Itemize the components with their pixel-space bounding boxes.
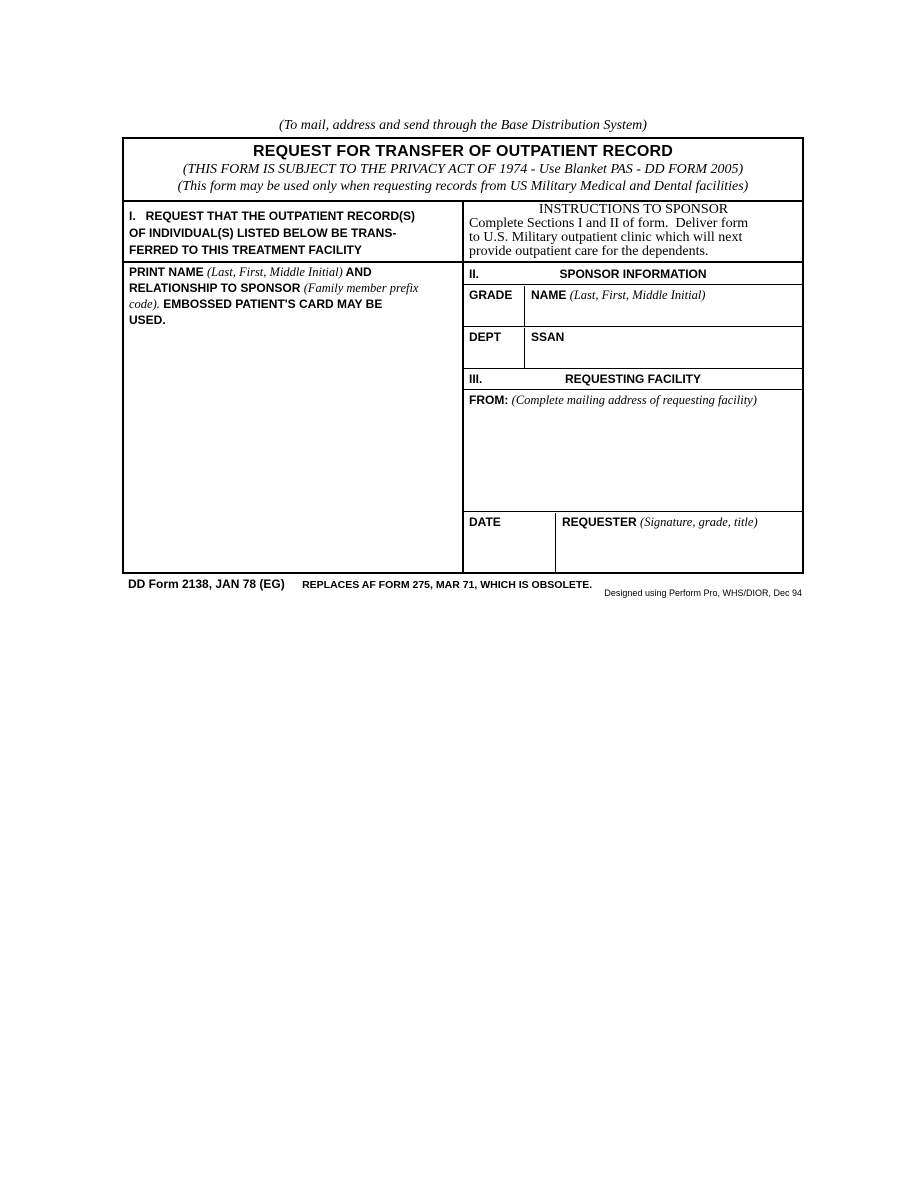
- dept-divider: [524, 328, 525, 368]
- dept-label: DEPT: [469, 330, 502, 344]
- instructions-line-2: to U.S. Military outpatient clinic which will next: [469, 230, 743, 245]
- print-name-and: AND: [345, 265, 372, 279]
- dept-ssan-row: [464, 328, 802, 369]
- relationship-hint-2: code).: [129, 297, 160, 311]
- requester-label: REQUESTER: [562, 515, 637, 529]
- date-divider: [555, 513, 556, 572]
- grade-field[interactable]: [469, 288, 512, 302]
- instructions-line-1: Complete Sections I and II of form. Deliver form: [469, 216, 749, 231]
- used-note: USED.: [129, 313, 166, 327]
- instructions-to-sponsor: [464, 202, 802, 263]
- section-1-request: [124, 202, 462, 263]
- from-hint: (Complete mailing address of requesting facility): [511, 393, 757, 407]
- embossed-card-note: EMBOSSED PATIENT'S CARD MAY BE: [163, 297, 383, 311]
- usage-note: (This form may be used only when requesting records from US Military Medical and Dental facilities): [177, 179, 749, 194]
- form-number: DD Form 2138, JAN 78 (EG): [128, 577, 285, 591]
- sponsor-name-hint: (Last, First, Middle Initial): [569, 288, 706, 302]
- section-3-title: REQUESTING FACILITY: [564, 372, 701, 386]
- ssan-label: SSAN: [531, 330, 565, 344]
- section-3-header: [464, 370, 802, 390]
- dept-field[interactable]: [469, 330, 501, 344]
- from-address-field[interactable]: [464, 391, 802, 512]
- form-title: REQUEST FOR TRANSFER OF OUTPATIENT RECORD: [252, 143, 674, 160]
- privacy-note: (THIS FORM IS SUBJECT TO THE PRIVACY ACT OF 1974 - Use Blanket PAS - DD FORM 2005): [182, 162, 744, 177]
- print-name-field[interactable]: [129, 264, 457, 328]
- section-1-line-3: FERRED TO THIS TREATMENT FACILITY: [129, 243, 362, 257]
- grade-divider: [524, 286, 525, 326]
- replaces-note: REPLACES AF FORM 275, MAR 71, WHICH IS OBSOLETE.: [302, 579, 593, 591]
- relationship-hint-1: (Family member prefix: [303, 281, 419, 295]
- section-1-line-1: I. REQUEST THAT THE OUTPATIENT RECORD(S): [129, 209, 415, 223]
- requester-field[interactable]: [562, 515, 758, 530]
- print-name-label: PRINT NAME: [129, 265, 204, 279]
- form-header: [124, 139, 802, 202]
- date-requester-row: [464, 513, 802, 572]
- section-2-header: [464, 265, 802, 285]
- from-label: FROM:: [469, 393, 509, 407]
- mail-note: (To mail, address and send through the Base Distribution System): [279, 118, 647, 133]
- sponsor-name-field[interactable]: [531, 288, 705, 303]
- date-field[interactable]: [469, 515, 501, 529]
- print-name-hint: (Last, First, Middle Initial): [207, 265, 343, 279]
- section-2-number: II.: [469, 267, 480, 281]
- right-column: [464, 202, 802, 572]
- sponsor-name-label: NAME: [531, 288, 567, 302]
- instructions-title: INSTRUCTIONS TO SPONSOR: [538, 202, 729, 217]
- section-3-number: III.: [469, 372, 483, 386]
- left-column: [124, 202, 464, 572]
- section-2-title: SPONSOR INFORMATION: [559, 267, 707, 281]
- date-label: DATE: [469, 515, 501, 529]
- instructions-line-3: provide outpatient care for the dependents.: [469, 244, 709, 259]
- grade-label: GRADE: [469, 288, 513, 302]
- requester-hint: (Signature, grade, title): [640, 515, 758, 529]
- section-1-line-2: OF INDIVIDUAL(S) LISTED BELOW BE TRANS-: [129, 226, 397, 240]
- footer-form-id: [128, 577, 592, 591]
- ssan-field[interactable]: [531, 330, 564, 344]
- form-frame: [122, 137, 804, 574]
- designed-note: Designed using Perform Pro, WHS/DIOR, Dec 94: [604, 588, 802, 598]
- grade-name-row: [464, 286, 802, 327]
- relationship-label: RELATIONSHIP TO SPONSOR: [129, 281, 301, 295]
